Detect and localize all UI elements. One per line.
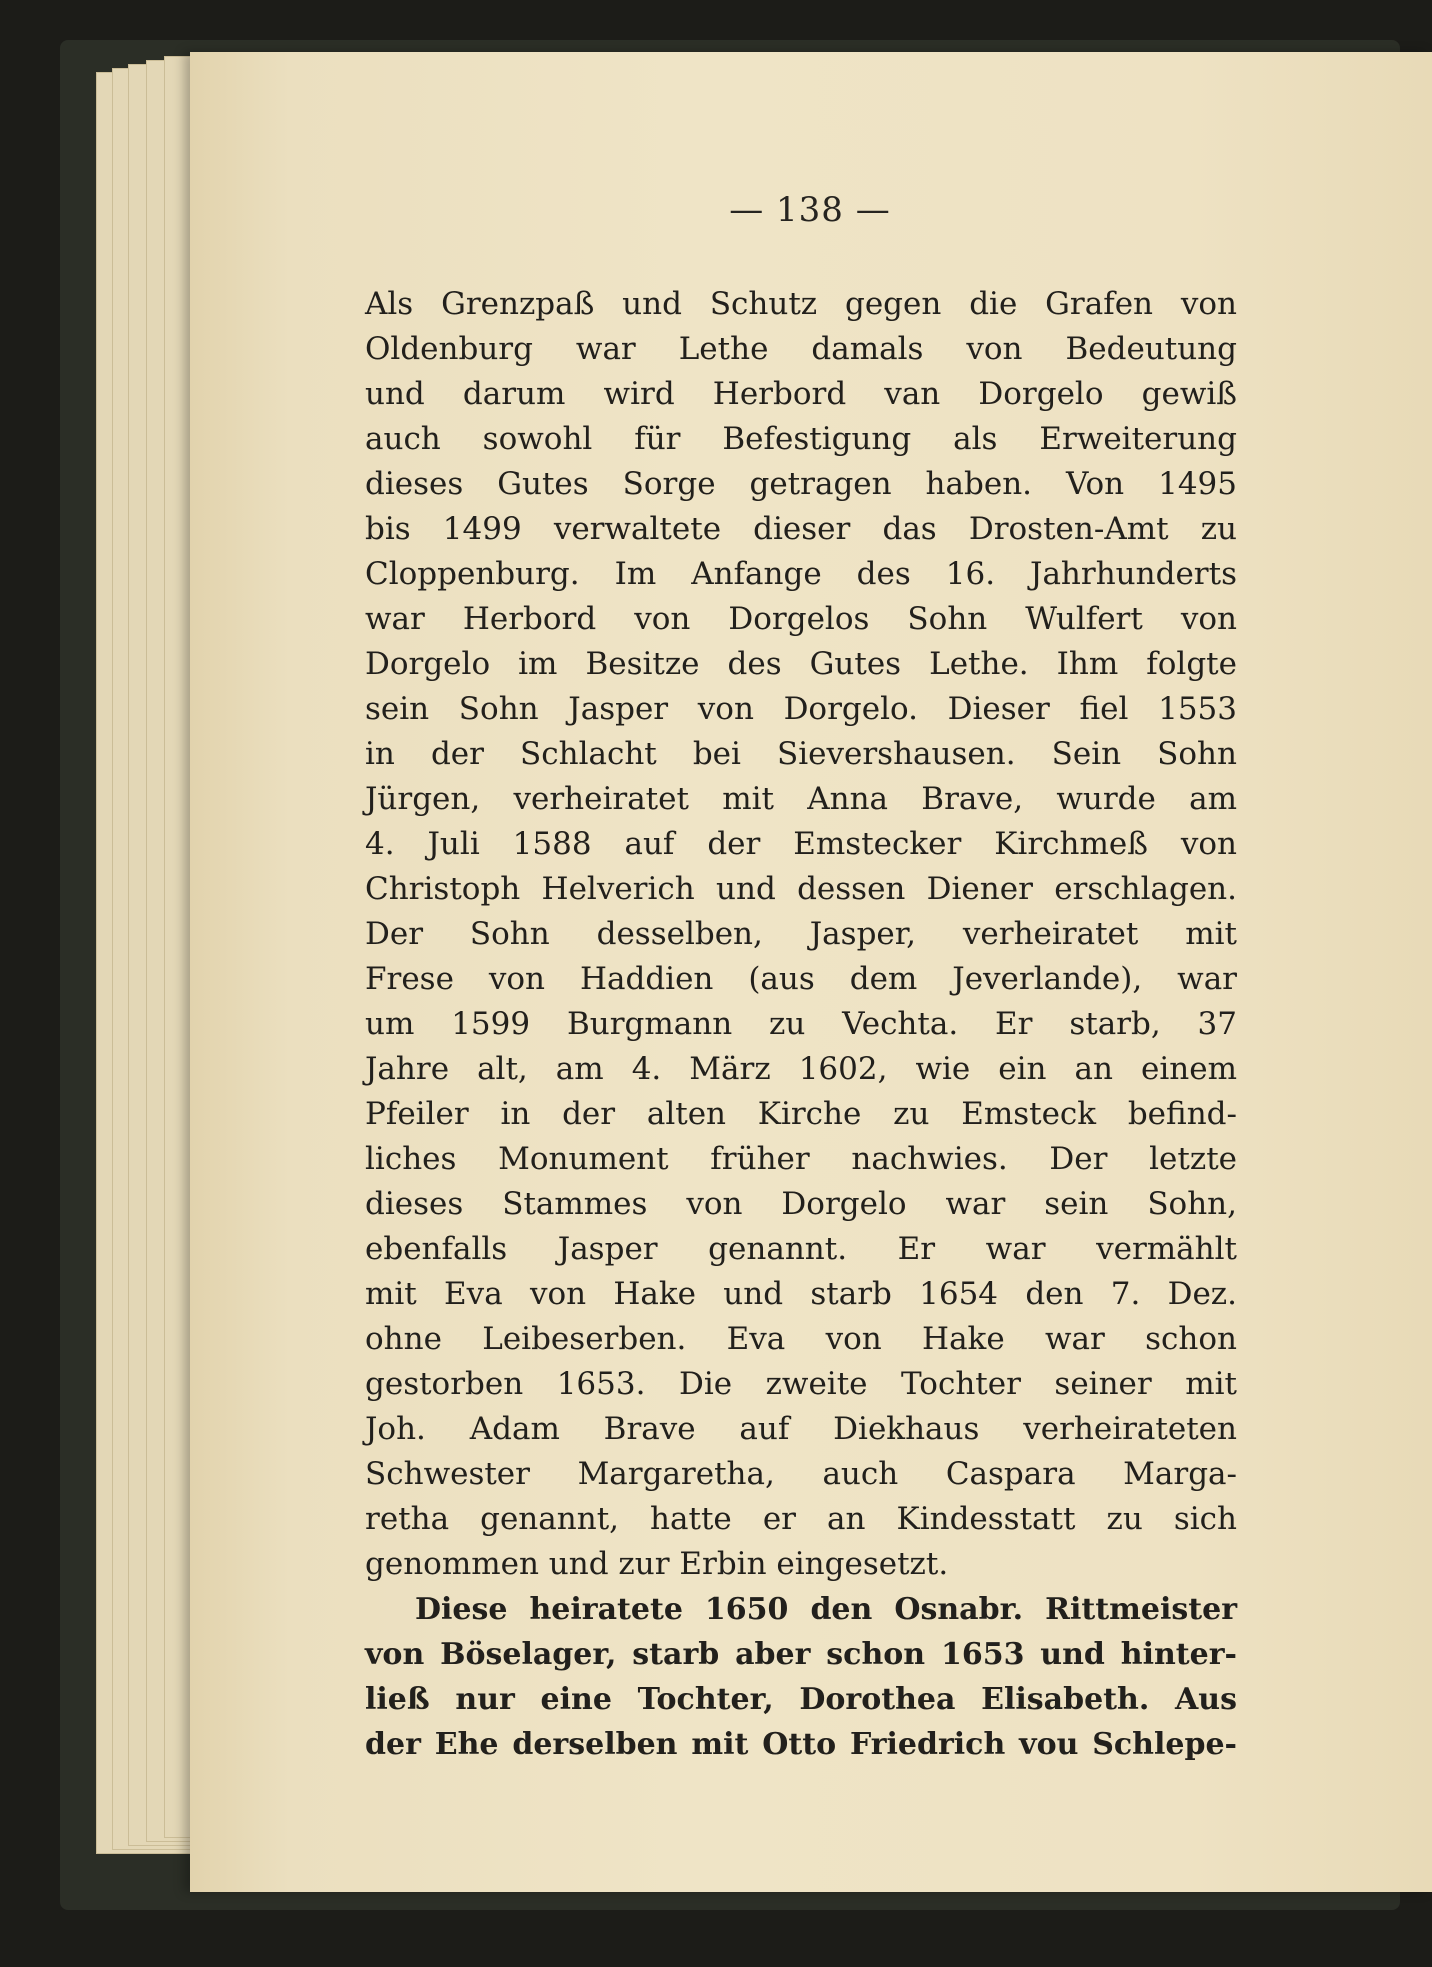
body-text <box>365 282 1237 1767</box>
text-line: Jahre alt, am 4. März 1602, wie ein an einem <box>365 1051 1237 1087</box>
page-number: — 138 — <box>729 190 891 230</box>
text-line: dieses Gutes Sorge getragen haben. Von 1495 <box>365 466 1237 502</box>
text-line: Frese von Haddien (aus dem Jeverlande), war <box>365 961 1237 997</box>
text-line: Joh. Adam Brave auf Diekhaus verheirateten <box>365 1411 1237 1447</box>
text-line: Diese heiratete 1650 den Osnabr. Rittmeister <box>415 1592 1237 1627</box>
text-line: ließ nur eine Tochter, Dorothea Elisabeth. Aus <box>365 1682 1237 1717</box>
text-line: dieses Stammes von Dorgelo war sein Sohn, <box>365 1186 1237 1222</box>
text-line: Der Sohn desselben, Jasper, verheiratet mit <box>365 916 1237 952</box>
text-line: gestorben 1653. Die zweite Tochter seiner mit <box>365 1366 1237 1402</box>
text-line: von Böselager, starb aber schon 1653 und hinter- <box>365 1637 1237 1672</box>
text-line: war Herbord von Dorgelos Sohn Wulfert von <box>365 601 1237 637</box>
text-line: 4. Juli 1588 auf der Emstecker Kirchmeß von <box>365 826 1237 862</box>
text-line: auch sowohl für Befestigung als Erweiterung <box>365 421 1237 457</box>
text-line: Christoph Helverich und dessen Diener erschlagen. <box>365 871 1237 907</box>
text-line: in der Schlacht bei Sievershausen. Sein Sohn <box>365 736 1237 772</box>
text-line: ohne Leibeserben. Eva von Hake war schon <box>365 1321 1237 1357</box>
text-line: retha genannt, hatte er an Kindesstatt zu sich <box>365 1501 1237 1537</box>
text-line: und darum wird Herbord van Dorgelo gewiß <box>365 376 1237 412</box>
text-line: liches Monument früher nachwies. Der letzte <box>365 1141 1237 1177</box>
text-line: Oldenburg war Lethe damals von Bedeutung <box>365 331 1237 367</box>
text-line: Pfeiler in der alten Kirche zu Emsteck befind- <box>365 1096 1237 1132</box>
text-line: Als Grenzpaß und Schutz gegen die Grafen von <box>365 286 1237 322</box>
text-line: der Ehe derselben mit Otto Friedrich vou Schlepe- <box>365 1727 1237 1762</box>
text-line: Schwester Margaretha, auch Caspara Marga- <box>365 1456 1237 1492</box>
text-line: bis 1499 verwaltete dieser das Drosten-Amt zu <box>365 511 1237 547</box>
text-line: Dorgelo im Besitze des Gutes Lethe. Ihm folgte <box>365 646 1237 682</box>
text-line: sein Sohn Jasper von Dorgelo. Dieser fiel 1553 <box>365 691 1237 727</box>
text-line: um 1599 Burgmann zu Vechta. Er starb, 37 <box>365 1006 1237 1042</box>
text-line: genommen und zur Erbin eingesetzt. <box>365 1546 949 1582</box>
text-line: Cloppenburg. Im Anfange des 16. Jahrhunderts <box>365 556 1237 592</box>
text-line: mit Eva von Hake und starb 1654 den 7. Dez. <box>365 1276 1237 1312</box>
text-line: Jürgen, verheiratet mit Anna Brave, wurde am <box>365 781 1237 817</box>
text-line: ebenfalls Jasper genannt. Er war vermählt <box>365 1231 1237 1267</box>
